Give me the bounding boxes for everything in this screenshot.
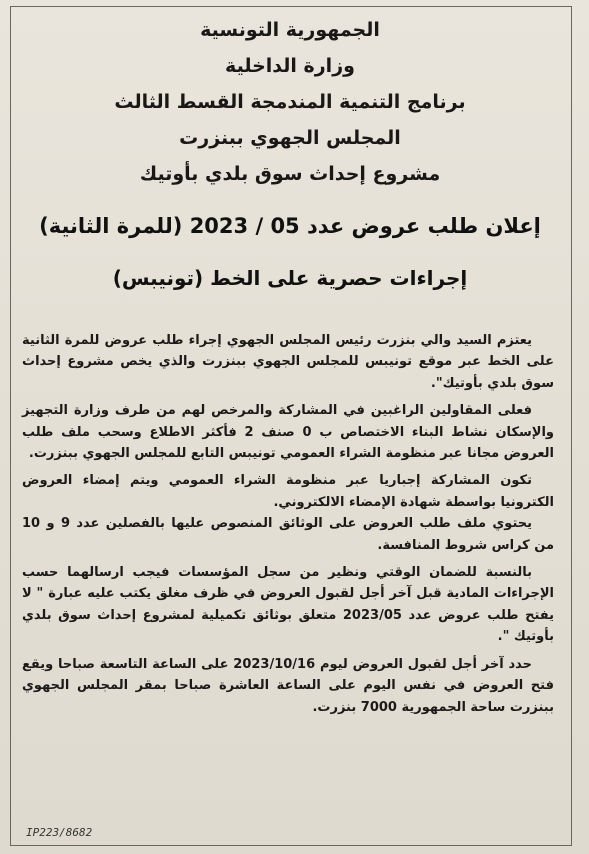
header-project: مشروع إحداث سوق بلدي بأوتيك: [139, 163, 441, 185]
paragraph-guarantee: بالنسبة للضمان الوقتي ونظير من سجل المؤسسات فيجب ارسالهما حسب الإجراءات المادية قبل آخر أجل لقبول العروض في ظرف مغلق يكتب عليه عبارة " لا يفتح طلب عروض عدد 2023/05 متعلق بوثائق تكميلية لمشروع إحداث سوق بلدي بأوتيك ".: [22, 565, 554, 645]
header-program: برنامج التنمية المندمجة القسط الثالث: [114, 91, 466, 113]
paragraph-deadline: حدد آخر أجل لقبول العروض ليوم 2023/10/16 على الساعة التاسعة صباحا ويقع فتح العروض في نفس اليوم على الساعة العاشرة صباحا بمقر المجلس الجهوي ببنزرت ساحة الجمهورية 7000 بنزرت.: [22, 656, 554, 715]
notice-header: [14, 12, 566, 192]
paragraph-eligibility: فعلى المقاولين الراغبين في المشاركة والمرخص لهم من طرف وزارة التجهيز والإسكان نشاط البناء الاختصاص ب 0 صنف 2 فأكثر الاطلاع وسحب ملف طلب العروض مجانا عبر منظومة الشراء العمومي تونيبس التابع للمجلس الجهوي ببنزرت.: [22, 403, 555, 462]
notice-body: [22, 330, 554, 718]
header-ministry: وزارة الداخلية: [225, 55, 355, 77]
notice-title: إعلان طلب عروض عدد 05 / 2023 (للمرة الثانية): [39, 214, 541, 238]
header-council: المجلس الجهوي ببنزرت: [179, 127, 401, 149]
reference-code: IP223/8682: [26, 826, 93, 839]
paragraph-intro: يعتزم السيد والي بنزرت رئيس المجلس الجهوي إجراء طلب عروض للمرة الثانية على الخط عبر موقع تونيبس للمجلس الجهوي ببنزرت والذي يخص مشروع إحداث سوق بلدي بأوتيك".: [22, 333, 554, 391]
header-republic: الجمهورية التونسية: [200, 19, 380, 41]
paragraph-participation: تكون المشاركة إجباريا عبر منظومة الشراء العمومي ويتم إمضاء العروض الكترونيا بواسطة شهادة الإمضاء الالكتروني.: [22, 473, 554, 510]
notice-subtitle: إجراءات حصرية على الخط (تونيبس): [112, 266, 468, 290]
paragraph-file-contents: يحتوي ملف طلب العروض على الوثائق المنصوص عليها بالفصلين عدد 9 و 10 من كراس شروط المنافسة.: [22, 516, 554, 553]
